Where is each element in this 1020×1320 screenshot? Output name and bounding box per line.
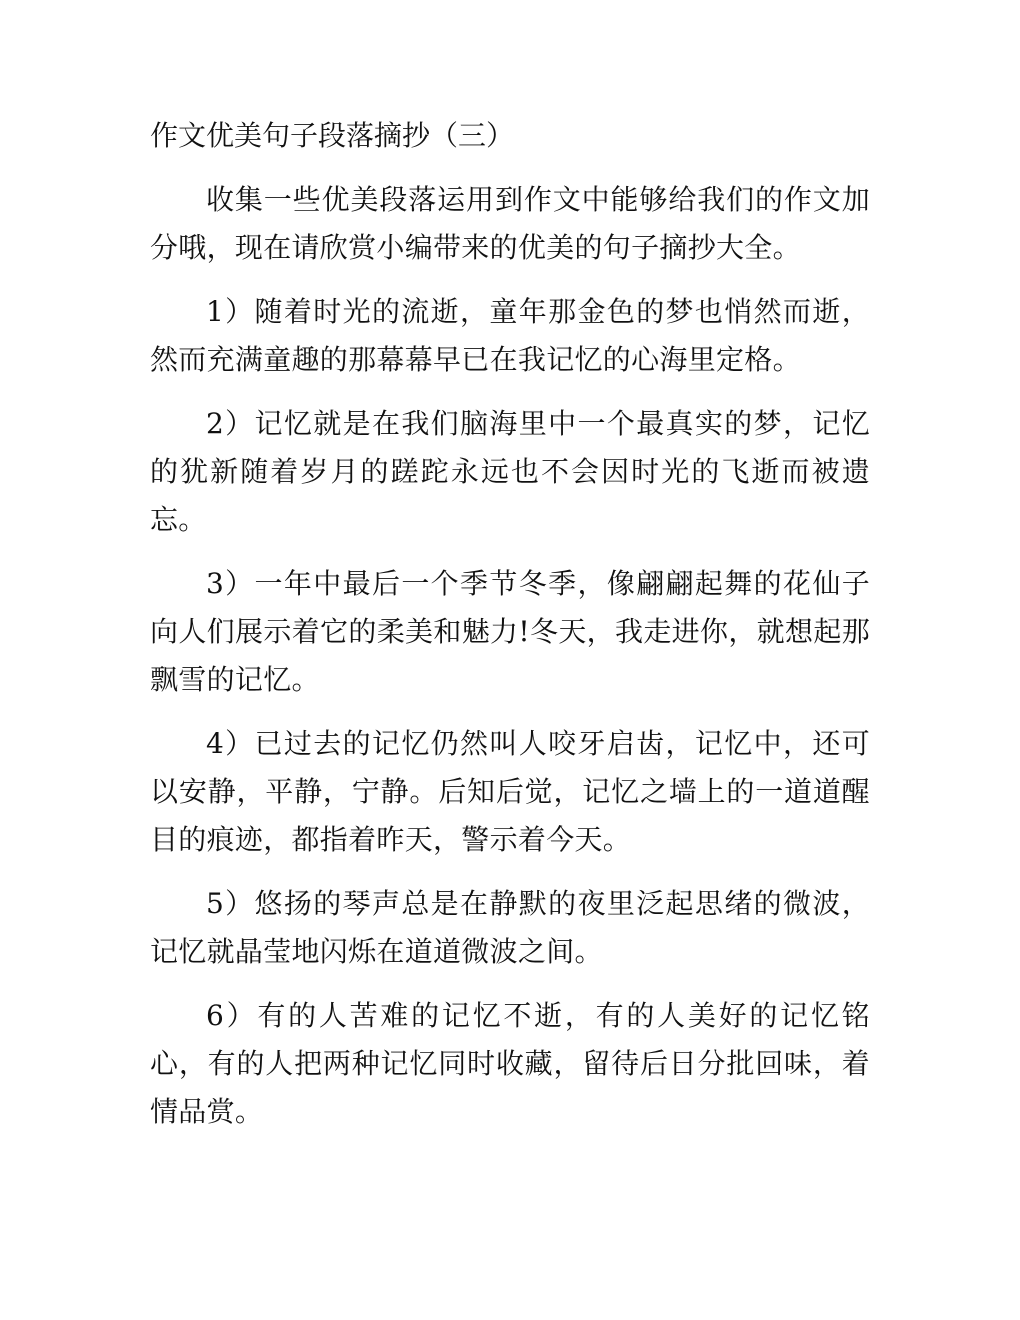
intro-paragraph: 收集一些优美段落运用到作文中能够给我们的作文加分哦，现在请欣赏小编带来的优美的句子摘抄大全。 (150, 183, 870, 264)
paragraph-4: 4）已过去的记忆仍然叫人咬牙启齿，记忆中，还可以安静，平静，宁静。后知后觉，记忆之墙上的一道道醒目的痕迹，都指着昨天，警示着今天。 (150, 727, 870, 856)
paragraph-6: 6）有的人苦难的记忆不逝，有的人美好的记忆铭心，有的人把两种记忆同时收藏，留待后日分批回味，着情品赏。 (150, 999, 870, 1128)
paragraph-3: 3）一年中最后一个季节冬季，像翩翩起舞的花仙子向人们展示着它的柔美和魅力!冬天，我走进你，就想起那飘雪的记忆。 (150, 567, 870, 696)
document-page (150, 112, 870, 1152)
paragraph-5: 5）悠扬的琴声总是在静默的夜里泛起思绪的微波，记忆就晶莹地闪烁在道道微波之间。 (150, 887, 870, 968)
document-title: 作文优美句子段落摘抄（三） (150, 119, 515, 152)
paragraph-1: 1）随着时光的流逝，童年那金色的梦也悄然而逝，然而充满童趣的那幕幕早已在我记忆的心海里定格。 (150, 295, 870, 376)
paragraph-2: 2）记忆就是在我们脑海里中一个最真实的梦，记忆的犹新随着岁月的蹉跎永远也不会因时光的飞逝而被遗忘。 (150, 407, 870, 536)
